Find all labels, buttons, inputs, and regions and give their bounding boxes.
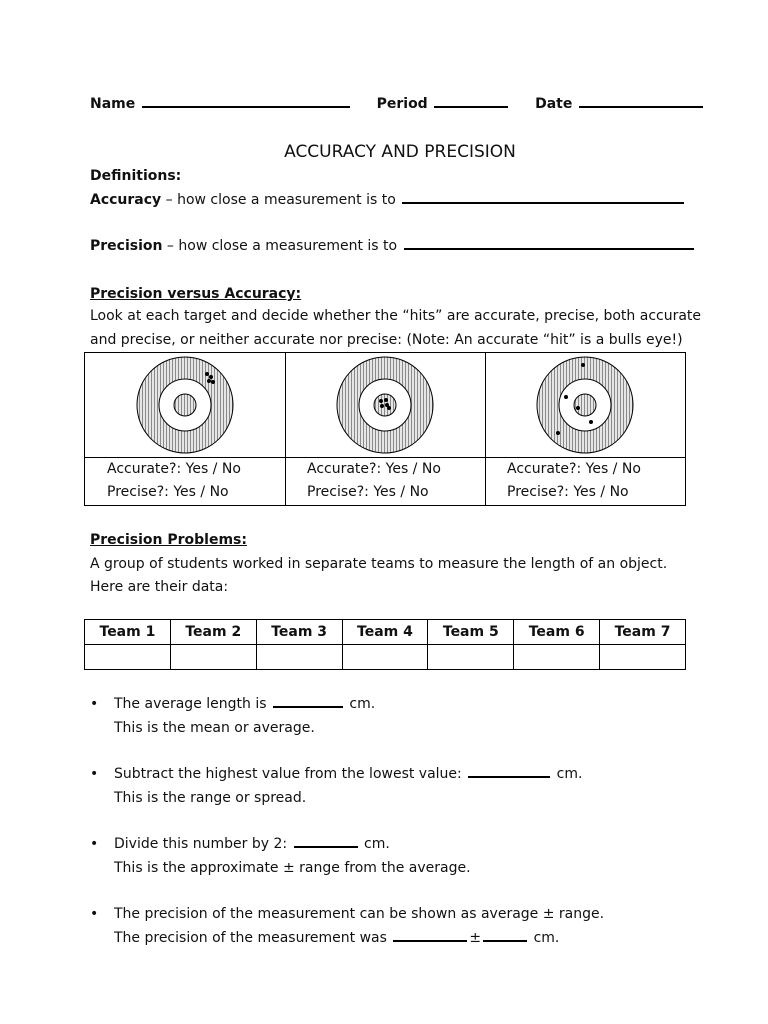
accuracy-answer-field[interactable] <box>402 202 684 204</box>
bullet-icon: • <box>90 836 99 852</box>
targets-table <box>84 352 686 506</box>
team-value-cell[interactable] <box>85 645 171 670</box>
precision-text: – how close a measurement is to <box>162 238 398 254</box>
accuracy-text: – how close a measurement is to <box>161 192 396 208</box>
bullet-list-2 <box>90 762 710 810</box>
team-header: Team 5 <box>428 620 514 645</box>
target-cell-3 <box>485 353 685 505</box>
definitions-heading: Definitions: <box>90 168 182 184</box>
target-2-accurate[interactable]: Accurate?: Yes / No <box>307 461 441 477</box>
teams-table <box>84 619 686 670</box>
team-value-cell[interactable] <box>342 645 428 670</box>
target-1-bullseye-icon <box>133 355 237 455</box>
bullet-icon: • <box>90 696 99 712</box>
target-2-precise[interactable]: Precise?: Yes / No <box>307 484 429 500</box>
team-value-cell[interactable] <box>600 645 686 670</box>
date-label: Date <box>535 96 573 112</box>
name-label: Name <box>90 96 136 112</box>
half-range-field[interactable] <box>294 846 358 848</box>
pva-heading: Precision versus Accuracy: <box>90 286 302 302</box>
team-value-cell[interactable] <box>514 645 600 670</box>
bullet-list-4 <box>90 902 710 950</box>
precision-average-field[interactable] <box>393 940 467 942</box>
target-3-bullseye-icon <box>533 355 637 455</box>
pva-instructions-1: Look at each target and decide whether the “hits” are accurate, precise, both accurate <box>90 308 702 324</box>
list-item: • The precision of the measurement can be shown as average ± range. The precision of the measurement was ± cm. <box>90 902 710 950</box>
target-3-precise[interactable]: Precise?: Yes / No <box>507 484 629 500</box>
target-1-precise[interactable]: Precise?: Yes / No <box>107 484 229 500</box>
period-label: Period <box>376 96 428 112</box>
problems-intro-2: Here are their data: <box>90 579 229 595</box>
team-value-cell[interactable] <box>170 645 256 670</box>
teams-data-row <box>85 645 686 670</box>
bullet-list-3 <box>90 832 710 880</box>
page-title: ACCURACY AND PRECISION <box>284 142 516 162</box>
bullet-icon: • <box>90 766 99 782</box>
target-3-accurate[interactable]: Accurate?: Yes / No <box>507 461 641 477</box>
team-header: Team 1 <box>85 620 171 645</box>
team-value-cell[interactable] <box>428 645 514 670</box>
pva-instructions-2: and precise, or neither accurate nor precise: (Note: An accurate “hit” is a bulls eye!) <box>90 332 683 348</box>
average-length-field[interactable] <box>273 706 343 708</box>
target-cell-1 <box>85 353 286 505</box>
precision-term: Precision <box>90 238 163 254</box>
team-header: Team 3 <box>256 620 342 645</box>
precision-range-field[interactable] <box>483 940 527 942</box>
target-2-bullseye-icon <box>333 355 437 455</box>
team-value-cell[interactable] <box>256 645 342 670</box>
bullet-list-1 <box>90 692 710 740</box>
bullet-icon: • <box>90 906 99 922</box>
team-header: Team 7 <box>600 620 686 645</box>
problems-intro-1: A group of students worked in separate teams to measure the length of an object. <box>90 556 668 572</box>
precision-definition <box>90 238 696 254</box>
period-field[interactable] <box>434 106 508 108</box>
team-header: Team 2 <box>170 620 256 645</box>
date-field[interactable] <box>579 106 703 108</box>
teams-header-row <box>85 620 686 645</box>
list-item: • The average length is cm. This is the mean or average. <box>90 692 710 740</box>
target-cell-2 <box>285 353 486 505</box>
problems-heading: Precision Problems: <box>90 532 247 548</box>
target-1-accurate[interactable]: Accurate?: Yes / No <box>107 461 241 477</box>
accuracy-term: Accuracy <box>90 192 162 208</box>
team-header: Team 4 <box>342 620 428 645</box>
name-field[interactable] <box>142 106 350 108</box>
precision-answer-field[interactable] <box>404 248 694 250</box>
list-item: • Subtract the highest value from the lowest value: cm. This is the range or spread. <box>90 762 710 810</box>
team-header: Team 6 <box>514 620 600 645</box>
range-field[interactable] <box>468 776 550 778</box>
accuracy-definition <box>90 192 686 208</box>
header-fields <box>90 96 690 118</box>
list-item: • Divide this number by 2: cm. This is the approximate ± range from the average. <box>90 832 710 880</box>
